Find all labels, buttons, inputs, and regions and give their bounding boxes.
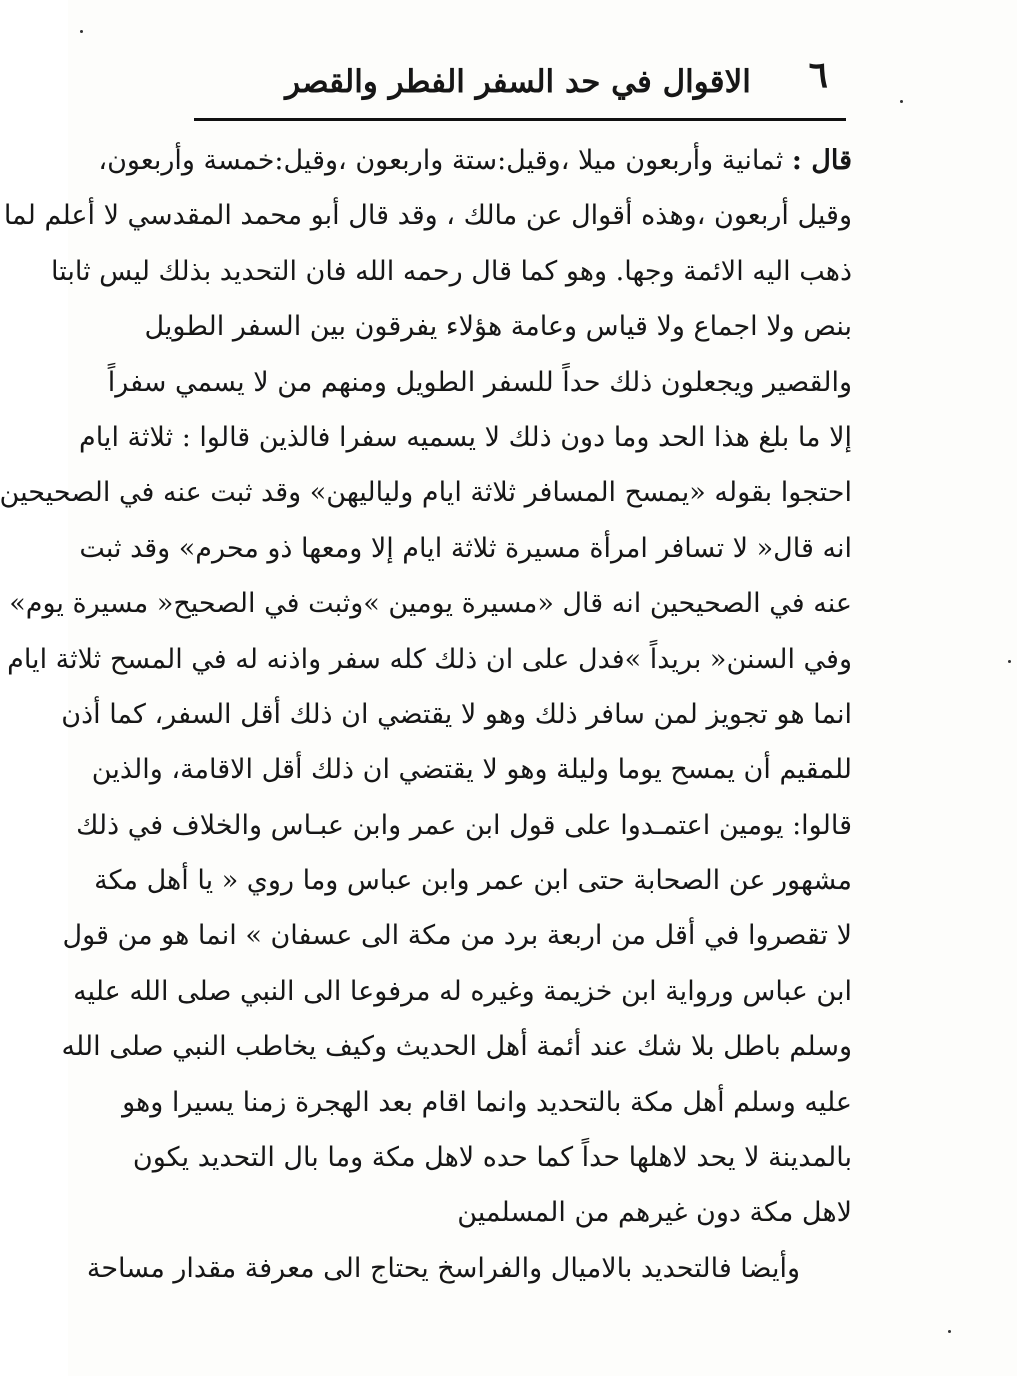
text-line-8: انه قال« لا تسافر امرأة مسيرة ثلاثة ايام إلا ومعها ذو محرم» وقد ثبت bbox=[79, 532, 852, 564]
text-line-14: مشهور عن الصحابة حتى ابن عمر وابن عباس وما روي « يا أهل مكة bbox=[94, 865, 852, 897]
scan-speck bbox=[948, 1330, 951, 1333]
body-text bbox=[0, 133, 852, 1296]
text-line-3: ذهب اليه الائمة وجها. وهو كما قال رحمه الله فان التحديد بذلك ليس ثابتا bbox=[50, 255, 852, 287]
lead-word: قال : bbox=[791, 145, 852, 176]
scan-speck bbox=[80, 30, 83, 33]
text-line-6: إلا ما بلغ هذا الحد وما دون ذلك لا يسميه سفرا فالذين قالوا : ثلاثة ايام bbox=[78, 421, 852, 453]
first-line-rest: ثمانية وأربعون ميلا ،وقيل:ستة واربعون ،وقيل:خمسة وأربعون، bbox=[98, 145, 784, 176]
text-line-13: قالوا: يومين اعتمـدوا على قول ابن عمر وابن عبـاس والخلاف في ذلك bbox=[76, 809, 852, 841]
text-line-1 bbox=[98, 133, 852, 188]
page-number: ٦ bbox=[808, 54, 828, 96]
text-line-17: وسلم باطل بلا شك عند أئمة أهل الحديث وكيف يخاطب النبي صلى الله bbox=[61, 1031, 852, 1063]
text-line-5: والقصير ويجعلون ذلك حداً للسفر الطويل ومنهم من لا يسمي سفراً bbox=[107, 366, 852, 398]
header-rule bbox=[194, 118, 846, 121]
paragraph-start-line: وأيضا فالتحديد بالاميال والفراسخ يحتاج الى معرفة مقدار مساحة bbox=[86, 1252, 800, 1284]
text-line-9: عنه في الصحيحين انه قال «مسيرة يومين »وثبت في الصحيح« مسيرة يوم» bbox=[9, 588, 852, 620]
page-header bbox=[188, 52, 848, 112]
text-line-16: ابن عباس ورواية ابن خزيمة وغيره له مرفوعا الى النبي صلى الله عليه bbox=[73, 975, 852, 1007]
text-line-18: عليه وسلم أهل مكة بالتحديد وانما اقام بعد الهجرة زمنا يسيرا وهو bbox=[122, 1086, 852, 1118]
scan-speck bbox=[900, 100, 903, 103]
text-line-19: بالمدينة لا يحد لاهلها حداً كما حده لاهل مكة وما بال التحديد يكون bbox=[132, 1142, 852, 1174]
text-line-20: لاهل مكة دون غيرهم من المسلمين bbox=[457, 1197, 852, 1229]
text-line-7: احتجوا بقوله «يمسح المسافر ثلاثة ايام ولياليهن» وقد ثبت عنه في الصحيحين bbox=[0, 477, 852, 509]
text-line-2: وقيل أربعون ،وهذه أقوال عن مالك ، وقد قال أبو محمد المقدسي لا أعلم لما bbox=[3, 200, 852, 232]
text-line-12: للمقيم أن يمسح يوما وليلة وهو لا يقتضي ان ذلك أقل الاقامة، والذين bbox=[91, 754, 852, 786]
scan-speck bbox=[1008, 660, 1011, 663]
text-line-11: انما هو تجويز لمن سافر ذلك وهو لا يقتضي ان ذلك أقل السفر، كما أذن bbox=[61, 698, 852, 730]
running-title: الاقوال في حد السفر الفطر والقصر bbox=[285, 64, 751, 100]
text-line-4: بنص ولا اجماع ولا قياس وعامة هؤلاء يفرقون بين السفر الطويل bbox=[144, 311, 852, 343]
text-line-15: لا تقصروا في أقل من اربعة برد من مكة الى عسفان » انما هو من قول bbox=[62, 920, 852, 952]
text-line-10: وفي السنن« بريداً »فدل على ان ذلك كله سفر واذنه له في المسح ثلاثة ايام bbox=[7, 643, 852, 675]
